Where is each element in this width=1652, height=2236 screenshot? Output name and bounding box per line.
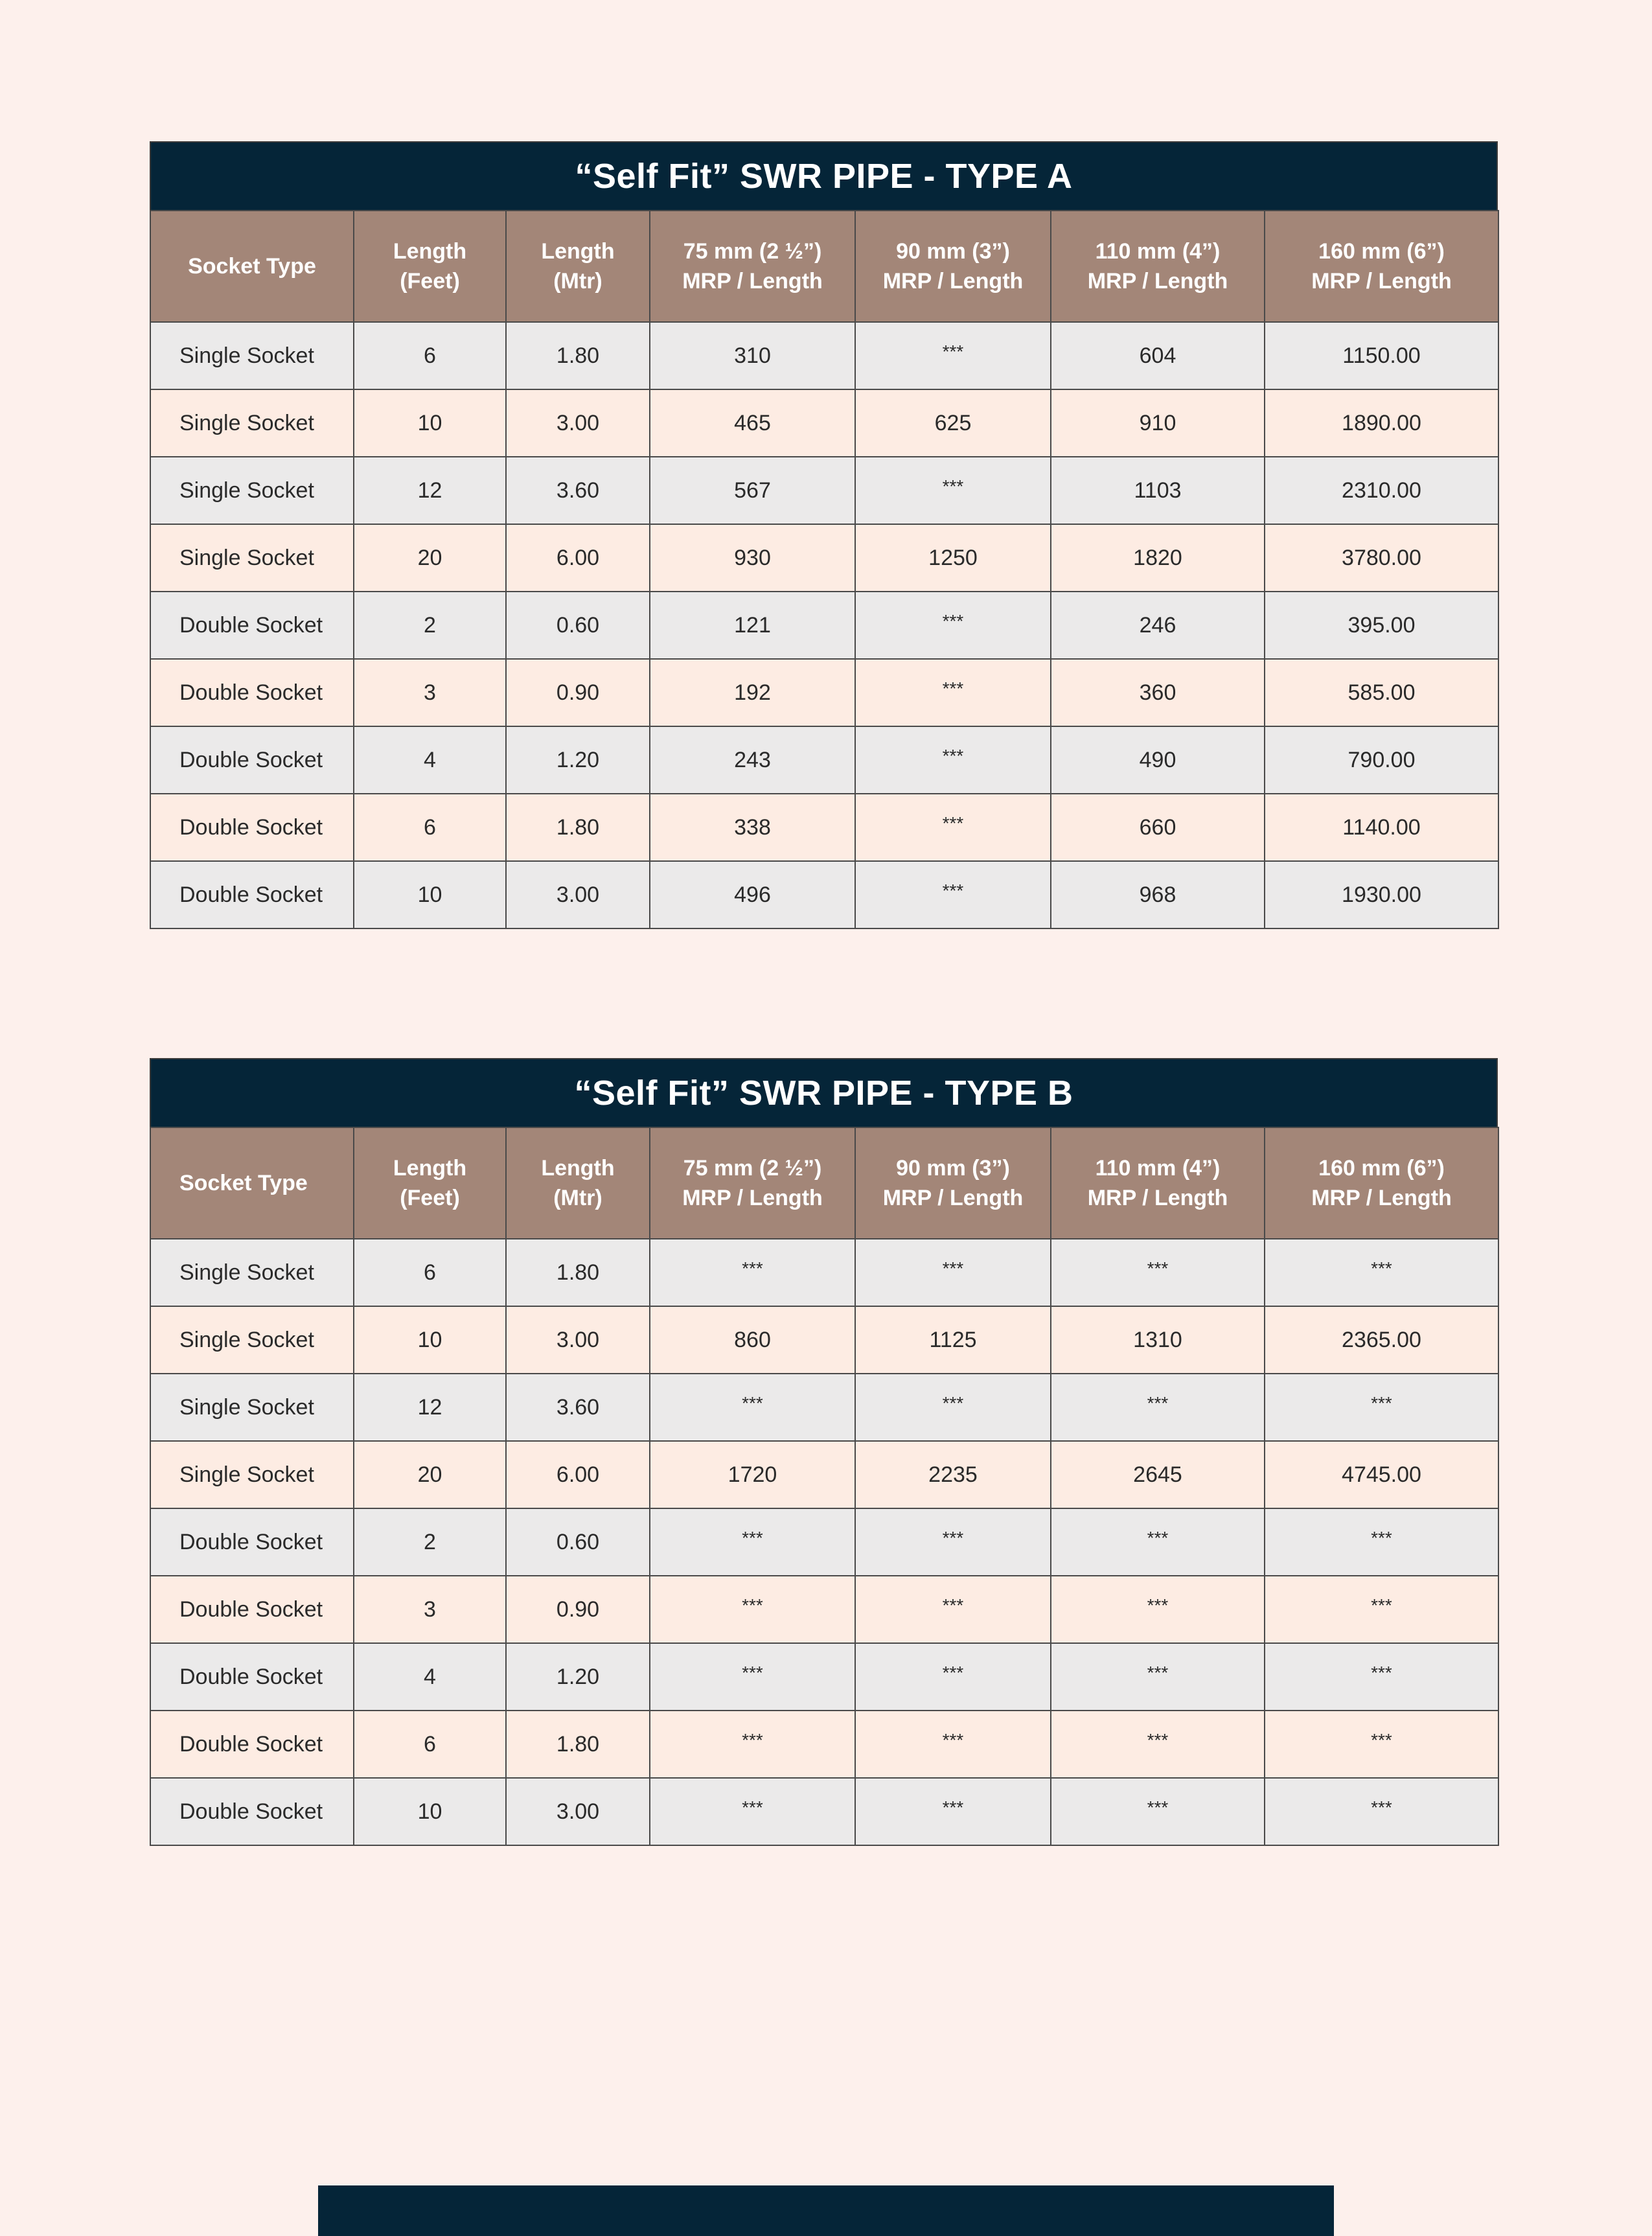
table-cell: ***: [855, 659, 1051, 726]
table-cell: ***: [855, 457, 1051, 524]
table-cell: 246: [1051, 592, 1265, 659]
header-160mm: [1265, 211, 1498, 322]
table-cell: ***: [1265, 1643, 1498, 1711]
table-cell: 3.00: [506, 389, 650, 457]
table-cell: 4: [354, 726, 506, 794]
table-cell: 1.80: [506, 1711, 650, 1778]
table-row: [150, 592, 1498, 659]
header-160mm: [1265, 1127, 1498, 1239]
table-cell: ***: [1265, 1508, 1498, 1576]
table-cell: 6: [354, 794, 506, 861]
table-cell: ***: [650, 1643, 855, 1711]
table-cell: 3.00: [506, 861, 650, 928]
table-cell: ***: [1051, 1778, 1265, 1845]
table-cell: 3.00: [506, 1778, 650, 1845]
price-table: [150, 1127, 1499, 1846]
header-line: 110 mm (4”): [1095, 239, 1221, 264]
table-cell: 10: [354, 389, 506, 457]
table-cell: ***: [855, 726, 1051, 794]
table-cell: ***: [855, 1711, 1051, 1778]
table-cell: 338: [650, 794, 855, 861]
table-cell: 4: [354, 1643, 506, 1711]
price-table-type-b: [150, 1058, 1498, 1846]
table-cell: ***: [1265, 1239, 1498, 1306]
table-cell: 3.60: [506, 457, 650, 524]
table-cell: 1.80: [506, 1239, 650, 1306]
table-cell: ***: [650, 1508, 855, 1576]
table-cell: 860: [650, 1306, 855, 1374]
table-cell: ***: [855, 1576, 1051, 1643]
table-cell: 3.60: [506, 1374, 650, 1441]
table-cell: ***: [1265, 1711, 1498, 1778]
table-cell: 3: [354, 659, 506, 726]
table-cell: ***: [855, 794, 1051, 861]
header-line: (Feet): [400, 1186, 460, 1210]
table-cell: 360: [1051, 659, 1265, 726]
table-cell: 625: [855, 389, 1051, 457]
header-line: 90 mm (3”): [896, 1156, 1010, 1181]
table-cell: ***: [855, 1778, 1051, 1845]
table-cell: 10: [354, 861, 506, 928]
header-line: 160 mm (6”): [1318, 239, 1445, 264]
header-line: Socket Type: [179, 1171, 308, 1195]
table-row: [150, 1643, 1498, 1711]
socket-type-cell: Double Socket: [150, 659, 354, 726]
socket-type-cell: Single Socket: [150, 389, 354, 457]
table-cell: 10: [354, 1306, 506, 1374]
table-row: [150, 1711, 1498, 1778]
socket-type-cell: Single Socket: [150, 1239, 354, 1306]
header-line: Length: [541, 239, 615, 264]
table-cell: 1250: [855, 524, 1051, 592]
table-row: [150, 659, 1498, 726]
socket-type-cell: Double Socket: [150, 1508, 354, 1576]
socket-type-cell: Single Socket: [150, 322, 354, 389]
table-title: “Self Fit” SWR PIPE - TYPE A: [150, 141, 1498, 210]
socket-type-cell: Double Socket: [150, 1643, 354, 1711]
header-110mm: [1051, 1127, 1265, 1239]
table-cell: 6.00: [506, 1441, 650, 1508]
socket-type-cell: Single Socket: [150, 1374, 354, 1441]
table-cell: 490: [1051, 726, 1265, 794]
table-cell: 12: [354, 1374, 506, 1441]
header-length-feet: [354, 211, 506, 322]
header-line: Length: [541, 1156, 615, 1181]
table-cell: 1150.00: [1265, 322, 1498, 389]
table-cell: ***: [855, 322, 1051, 389]
header-line: 75 mm (2 ½”): [683, 239, 822, 264]
table-row: [150, 726, 1498, 794]
socket-type-cell: Single Socket: [150, 1306, 354, 1374]
table-cell: 6: [354, 1711, 506, 1778]
table-cell: 3780.00: [1265, 524, 1498, 592]
socket-type-cell: Single Socket: [150, 457, 354, 524]
table-body: [150, 1239, 1498, 1845]
table-cell: 20: [354, 1441, 506, 1508]
table-cell: 3: [354, 1576, 506, 1643]
table-row: [150, 1508, 1498, 1576]
table-cell: ***: [1265, 1576, 1498, 1643]
table-cell: ***: [650, 1711, 855, 1778]
table-row: [150, 389, 1498, 457]
table-row: [150, 1778, 1498, 1845]
socket-type-cell: Double Socket: [150, 726, 354, 794]
socket-type-cell: Double Socket: [150, 794, 354, 861]
table-cell: 0.60: [506, 1508, 650, 1576]
table-cell: ***: [1051, 1374, 1265, 1441]
table-cell: ***: [1265, 1778, 1498, 1845]
table-cell: 968: [1051, 861, 1265, 928]
table-cell: 790.00: [1265, 726, 1498, 794]
header-line: 75 mm (2 ½”): [683, 1156, 822, 1181]
header-line: 90 mm (3”): [896, 239, 1010, 264]
table-cell: ***: [855, 592, 1051, 659]
table-cell: ***: [1051, 1643, 1265, 1711]
table-cell: 1.20: [506, 1643, 650, 1711]
table-cell: 1.80: [506, 794, 650, 861]
table-cell: ***: [855, 1239, 1051, 1306]
table-cell: 12: [354, 457, 506, 524]
header-line: MRP / Length: [882, 1186, 1024, 1210]
header-row: [150, 211, 1498, 322]
table-cell: ***: [855, 1374, 1051, 1441]
header-line: Socket Type: [188, 254, 316, 279]
table-cell: 2310.00: [1265, 457, 1498, 524]
table-cell: 6: [354, 1239, 506, 1306]
table-cell: 1720: [650, 1441, 855, 1508]
header-length-mtr: [506, 211, 650, 322]
table-row: [150, 1374, 1498, 1441]
table-cell: ***: [650, 1576, 855, 1643]
table-cell: 2: [354, 1508, 506, 1576]
header-line: MRP / Length: [682, 1186, 823, 1210]
header-75mm: [650, 211, 855, 322]
table-cell: ***: [1051, 1508, 1265, 1576]
table-title: “Self Fit” SWR PIPE - TYPE B: [150, 1058, 1498, 1127]
table-cell: 1103: [1051, 457, 1265, 524]
footer-bar: [318, 2185, 1334, 2236]
header-line: MRP / Length: [882, 269, 1024, 294]
header-line: 110 mm (4”): [1095, 1156, 1221, 1181]
table-cell: ***: [1051, 1576, 1265, 1643]
header-line: (Mtr): [553, 1186, 602, 1210]
table-cell: 0.60: [506, 592, 650, 659]
socket-type-cell: Double Socket: [150, 1576, 354, 1643]
table-cell: 465: [650, 389, 855, 457]
socket-type-cell: Double Socket: [150, 592, 354, 659]
table-cell: 395.00: [1265, 592, 1498, 659]
header-socket-type: [150, 1127, 354, 1239]
header-length-feet: [354, 1127, 506, 1239]
table-cell: 6: [354, 322, 506, 389]
table-row: [150, 322, 1498, 389]
table-cell: 2: [354, 592, 506, 659]
price-table: [150, 210, 1499, 929]
header-line: MRP / Length: [1311, 269, 1452, 294]
table-cell: 2365.00: [1265, 1306, 1498, 1374]
table-cell: 20: [354, 524, 506, 592]
socket-type-cell: Single Socket: [150, 524, 354, 592]
table-row: [150, 1576, 1498, 1643]
table-cell: ***: [855, 1643, 1051, 1711]
table-cell: ***: [650, 1239, 855, 1306]
table-row: [150, 1441, 1498, 1508]
header-line: Length: [393, 239, 467, 264]
table-row: [150, 524, 1498, 592]
table-cell: 2645: [1051, 1441, 1265, 1508]
header-90mm: [855, 211, 1051, 322]
table-cell: 192: [650, 659, 855, 726]
table-cell: 1.20: [506, 726, 650, 794]
header-line: MRP / Length: [1087, 269, 1228, 294]
header-90mm: [855, 1127, 1051, 1239]
table-cell: 2235: [855, 1441, 1051, 1508]
table-cell: ***: [1265, 1374, 1498, 1441]
header-row: [150, 1127, 1498, 1239]
table-cell: 1890.00: [1265, 389, 1498, 457]
table-cell: ***: [855, 1508, 1051, 1576]
table-body: [150, 322, 1498, 928]
table-cell: 660: [1051, 794, 1265, 861]
table-cell: ***: [1051, 1239, 1265, 1306]
header-line: MRP / Length: [1087, 1186, 1228, 1210]
table-row: [150, 794, 1498, 861]
table-cell: 121: [650, 592, 855, 659]
header-line: (Mtr): [553, 269, 602, 294]
table-cell: 585.00: [1265, 659, 1498, 726]
table-cell: 310: [650, 322, 855, 389]
table-cell: 10: [354, 1778, 506, 1845]
socket-type-cell: Double Socket: [150, 861, 354, 928]
header-length-mtr: [506, 1127, 650, 1239]
table-row: [150, 861, 1498, 928]
table-cell: 1.80: [506, 322, 650, 389]
table-cell: 1820: [1051, 524, 1265, 592]
table-cell: 910: [1051, 389, 1265, 457]
table-cell: 1310: [1051, 1306, 1265, 1374]
header-75mm: [650, 1127, 855, 1239]
table-cell: 3.00: [506, 1306, 650, 1374]
header-line: (Feet): [400, 269, 460, 294]
table-cell: ***: [1051, 1711, 1265, 1778]
socket-type-cell: Double Socket: [150, 1711, 354, 1778]
table-cell: 0.90: [506, 659, 650, 726]
table-cell: ***: [650, 1374, 855, 1441]
table-cell: 4745.00: [1265, 1441, 1498, 1508]
price-table-type-a: [150, 141, 1498, 929]
header-line: 160 mm (6”): [1318, 1156, 1445, 1181]
socket-type-cell: Single Socket: [150, 1441, 354, 1508]
table-cell: 1125: [855, 1306, 1051, 1374]
table-cell: 6.00: [506, 524, 650, 592]
table-cell: 567: [650, 457, 855, 524]
table-cell: ***: [650, 1778, 855, 1845]
header-line: MRP / Length: [682, 269, 823, 294]
table-cell: 243: [650, 726, 855, 794]
table-cell: 1930.00: [1265, 861, 1498, 928]
table-row: [150, 1239, 1498, 1306]
table-cell: 1140.00: [1265, 794, 1498, 861]
header-line: Length: [393, 1156, 467, 1181]
table-cell: ***: [855, 861, 1051, 928]
socket-type-cell: Double Socket: [150, 1778, 354, 1845]
table-cell: 604: [1051, 322, 1265, 389]
table-row: [150, 457, 1498, 524]
header-110mm: [1051, 211, 1265, 322]
header-socket-type: [150, 211, 354, 322]
table-cell: 0.90: [506, 1576, 650, 1643]
header-line: MRP / Length: [1311, 1186, 1452, 1210]
table-row: [150, 1306, 1498, 1374]
table-cell: 930: [650, 524, 855, 592]
table-cell: 496: [650, 861, 855, 928]
